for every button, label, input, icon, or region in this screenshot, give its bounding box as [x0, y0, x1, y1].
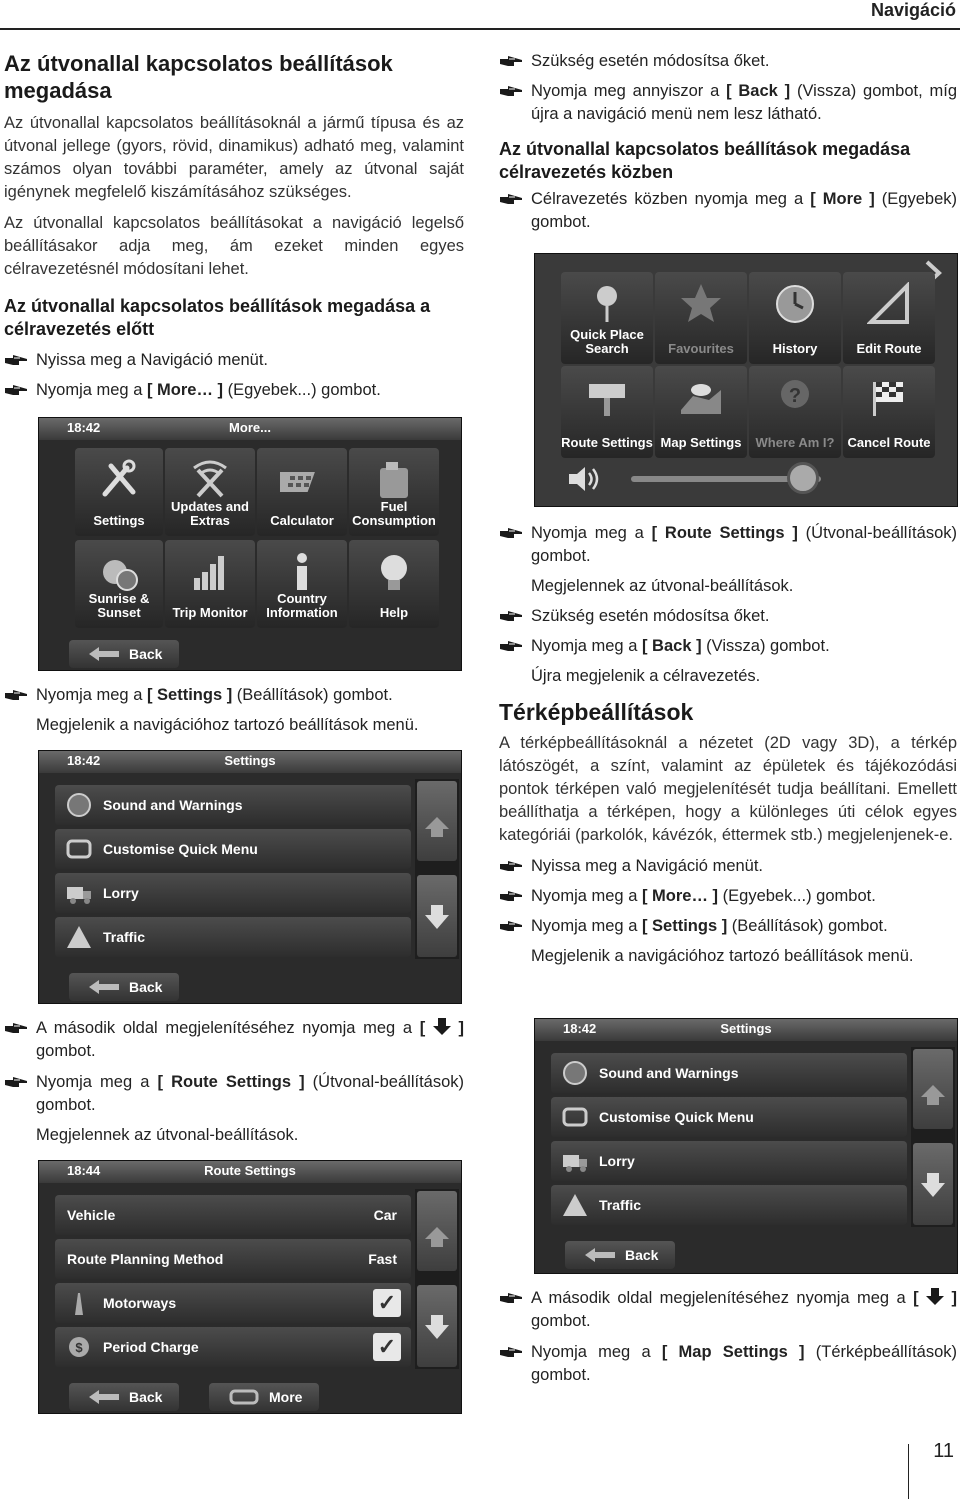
pointing-hand-icon	[4, 354, 28, 366]
question-pin-icon	[773, 376, 817, 420]
left-intro	[4, 50, 464, 402]
screen-title: Route Settings	[204, 1163, 296, 1178]
fuel-can-icon	[372, 458, 416, 502]
row-motorways[interactable]: Motorways ✓	[55, 1283, 411, 1323]
route-signs-icon	[585, 376, 629, 420]
pointing-hand-icon	[4, 689, 28, 701]
step: A második oldal megjelenítéséhez nyomja meg a [ ] gombot.	[4, 1017, 464, 1063]
row-traffic[interactable]: Traffic	[55, 917, 411, 957]
paragraph: Az útvonallal kapcsolatos beállításoknál a jármű típusa és az útvonal jellege (gyors, rövid, dinamikus) adható meg, valamint számos olyan további paraméter, amely az útvonal saját igénynek megfelelő kiszámításához szükséges.	[4, 114, 464, 201]
back-arrow-icon	[87, 1388, 121, 1406]
down-arrow-icon	[433, 1018, 451, 1035]
pointing-hand-icon	[499, 55, 523, 67]
step-result: Megjelenik a navigációhoz tartozó beállítások menü.	[531, 947, 914, 965]
tile-calculator[interactable]: Calculator	[257, 448, 347, 536]
step: Nyomja meg a [ Back ] (Vissza) gombot.	[499, 635, 957, 658]
pointing-hand-icon	[4, 1076, 28, 1088]
step: Nyomja meg annyiszor a [ Back ] (Vissza) gombot, míg újra a navigáció menü nem lesz látható.	[499, 80, 957, 126]
step: Szükség esetén módosítsa őket.	[499, 605, 957, 628]
subheading: Az útvonallal kapcsolatos beállítások megadása a célravezetés előtt	[4, 296, 431, 339]
row-vehicle[interactable]: Vehicle Car	[55, 1195, 411, 1235]
more-icon	[227, 1388, 261, 1406]
right-steps-1	[499, 50, 957, 234]
step: Nyomja meg a [ Settings ] (Beállítások) gombot.	[499, 915, 957, 938]
row-customise-quick-menu[interactable]: Customise Quick Menu	[55, 829, 411, 869]
tile-settings[interactable]: Settings	[75, 448, 163, 536]
svg-text:$: $	[75, 1340, 83, 1355]
clock-icon	[773, 282, 817, 326]
heading-route-settings: Az útvonallal kapcsolatos beállítások megadása	[4, 51, 393, 103]
heading-map-settings: Térképbeállítások	[499, 699, 694, 725]
speaker-icon	[65, 791, 93, 819]
screen-title: Settings	[720, 1021, 772, 1036]
screen-navigation-more	[534, 253, 958, 507]
tile-history[interactable]: History	[749, 272, 841, 364]
step-result: Megjelennek az útvonal-beállítások.	[36, 1126, 299, 1144]
lightbulb-icon	[372, 550, 416, 594]
section-title: Navigáció	[870, 0, 956, 20]
scroll-down-button[interactable]	[913, 1143, 953, 1225]
screen-settings-2	[534, 1018, 958, 1274]
clock: 18:42	[67, 420, 101, 435]
back-button[interactable]: Back	[69, 1383, 179, 1411]
scroll-up-button[interactable]	[417, 781, 457, 861]
quick-menu-icon	[561, 1103, 589, 1131]
svg-text:?: ?	[788, 385, 802, 407]
lorry-icon	[65, 879, 93, 907]
search-pin-icon	[585, 282, 629, 326]
more-button[interactable]: More	[209, 1383, 319, 1411]
tile-fuel[interactable]: Fuel Consumption	[349, 448, 439, 536]
satellite-icon	[188, 458, 232, 502]
star-icon	[679, 282, 723, 326]
traffic-warning-icon	[561, 1191, 589, 1219]
screen-settings	[38, 750, 462, 1004]
row-lorry[interactable]: Lorry	[55, 873, 411, 913]
row-period-charge[interactable]: $ Period Charge ✓	[55, 1327, 411, 1367]
tile-route-settings[interactable]: Route Settings	[561, 366, 653, 458]
down-arrow-icon	[417, 1285, 457, 1367]
paragraph: A térképbeállításoknál a nézetet (2D vagy 3D), a térkép látószögét, a színt, valamint az épületek és tájékozódási pontok térképen való megjelenítését tudja beállítani. Emellett beállíthatja a térképen, hogy a különleges úti célok egyes kategóriái (parkolók, kávézók, éttermek stb.) megjelenjenek-e.	[499, 734, 957, 844]
volume-icon[interactable]	[567, 464, 603, 494]
step: Nyomja meg a [ More… ] (Egyebek...) gombot.	[499, 885, 957, 908]
step: Szükség esetén módosítsa őket.	[499, 50, 957, 73]
step: Nyissa meg a Navigáció menüt.	[4, 349, 464, 372]
left-steps-2	[4, 684, 464, 737]
screen-more-menu	[38, 417, 462, 671]
step-result: Újra megjelenik a célravezetés.	[531, 667, 761, 685]
calculator-icon	[280, 458, 324, 502]
checkbox-period-charge[interactable]: ✓	[373, 1333, 401, 1361]
step-result: Megjelenik a navigációhoz tartozó beállítások menü.	[36, 716, 419, 734]
step: Nyomja meg a [ Route Settings ] (Útvonal-beállítások) gombot.	[499, 522, 957, 568]
tile-where-am-i[interactable]: ? Where Am I?	[749, 366, 841, 458]
tile-map-settings[interactable]: Map Settings	[655, 366, 747, 458]
checkbox-motorways[interactable]: ✓	[373, 1289, 401, 1317]
row-sound-warnings[interactable]: Sound and Warnings	[551, 1053, 907, 1093]
row-customise-quick-menu[interactable]: Customise Quick Menu	[551, 1097, 907, 1137]
pointing-hand-icon	[499, 890, 523, 902]
row-lorry[interactable]: Lorry	[551, 1141, 907, 1181]
scroll-down-button[interactable]	[417, 875, 457, 957]
clock: 18:42	[563, 1021, 597, 1036]
step: Nyomja meg a [ More… ] (Egyebek...) gombot.	[4, 379, 464, 402]
quick-menu-icon	[65, 835, 93, 863]
page-number-rule	[908, 1444, 909, 1499]
tools-icon	[97, 458, 141, 502]
up-arrow-icon	[913, 1049, 953, 1129]
right-steps-3	[499, 1287, 957, 1387]
pointing-hand-icon	[499, 193, 523, 205]
scroll-up-button[interactable]	[913, 1049, 953, 1129]
pointing-hand-icon	[4, 1022, 28, 1034]
tile-edit-route[interactable]: Edit Route	[843, 272, 935, 364]
pointing-hand-icon	[499, 85, 523, 97]
screen-route-settings	[38, 1160, 462, 1414]
scroll-up-button[interactable]	[417, 1191, 457, 1271]
step: Célravezetés közben nyomja meg a [ More ] (Egyebek) gombot.	[499, 188, 957, 234]
tile-help[interactable]: Help	[349, 540, 439, 628]
tile-sunrise[interactable]: Sunrise & Sunset	[75, 540, 163, 628]
back-arrow-icon	[87, 645, 121, 663]
page-number: 11	[933, 1440, 954, 1462]
tile-cancel-route[interactable]: Cancel Route	[843, 366, 935, 458]
step: Nyissa meg a Navigáció menüt.	[499, 855, 957, 878]
tile-favourites[interactable]: Favourites	[655, 272, 747, 364]
screen-title: Settings	[224, 753, 276, 768]
tile-updates[interactable]: Updates and Extras	[165, 448, 255, 536]
up-arrow-icon	[417, 1191, 457, 1271]
row-traffic[interactable]: Traffic	[551, 1185, 907, 1225]
pointing-hand-icon	[499, 527, 523, 539]
step: Nyomja meg a [ Settings ] (Beállítások) gombot.	[4, 684, 464, 707]
left-steps-3	[4, 1017, 464, 1147]
row-route-planning-method[interactable]: Route Planning Method Fast	[55, 1239, 411, 1279]
lorry-icon	[561, 1147, 589, 1175]
pointing-hand-icon	[499, 640, 523, 652]
back-button[interactable]: Back	[565, 1241, 675, 1269]
checkered-flag-icon	[867, 376, 911, 420]
step: A második oldal megjelenítéséhez nyomja meg a [ ] gombot.	[499, 1287, 957, 1333]
back-arrow-icon	[583, 1246, 617, 1264]
back-arrow-icon	[87, 978, 121, 996]
traffic-warning-icon	[65, 923, 93, 951]
tile-trip-monitor[interactable]: Trip Monitor	[165, 540, 255, 628]
header-rule	[0, 28, 960, 30]
pointing-hand-icon	[499, 1346, 523, 1358]
up-arrow-icon	[417, 781, 457, 861]
bar-chart-icon	[188, 550, 232, 594]
volume-slider-handle[interactable]	[787, 462, 819, 494]
paragraph: Az útvonallal kapcsolatos beállításokat a navigáció legelső beállításakor adja meg, ám ezeket minden egyes célravezetésnél módosítani lehet.	[4, 214, 464, 278]
pointing-hand-icon	[4, 384, 28, 396]
pointing-hand-icon	[499, 610, 523, 622]
right-steps-2	[499, 522, 957, 968]
toll-icon	[65, 1333, 93, 1361]
clock: 18:44	[67, 1163, 101, 1178]
scroll-down-button[interactable]	[417, 1285, 457, 1367]
set-square-icon	[867, 282, 911, 326]
screen-title: More...	[229, 420, 271, 435]
speaker-icon	[561, 1059, 589, 1087]
subheading: Az útvonallal kapcsolatos beállítások megadása célravezetés közben	[499, 139, 911, 182]
down-arrow-icon	[926, 1288, 944, 1305]
step-result: Megjelennek az útvonal-beállítások.	[531, 577, 794, 595]
step: Nyomja meg a [ Map Settings ] (Térképbeállítások) gombot.	[499, 1341, 957, 1387]
tile-country-info[interactable]: Country Information	[257, 540, 347, 628]
down-arrow-icon	[913, 1143, 953, 1225]
tile-quick-place-search[interactable]: Quick Place Search	[561, 272, 653, 364]
down-arrow-icon	[417, 875, 457, 957]
pointing-hand-icon	[499, 1292, 523, 1304]
back-button[interactable]: Back	[69, 640, 179, 668]
row-sound-warnings[interactable]: Sound and Warnings	[55, 785, 411, 825]
back-button[interactable]: Back	[69, 973, 179, 1001]
info-icon	[280, 550, 324, 594]
pointing-hand-icon	[499, 920, 523, 932]
map-eye-icon	[679, 376, 723, 420]
pointing-hand-icon	[499, 860, 523, 872]
clock: 18:42	[67, 753, 101, 768]
step: Nyomja meg a [ Route Settings ] (Útvonal-beállítások) gombot.	[4, 1071, 464, 1117]
sun-clock-icon	[97, 550, 141, 594]
motorway-icon	[65, 1289, 93, 1317]
